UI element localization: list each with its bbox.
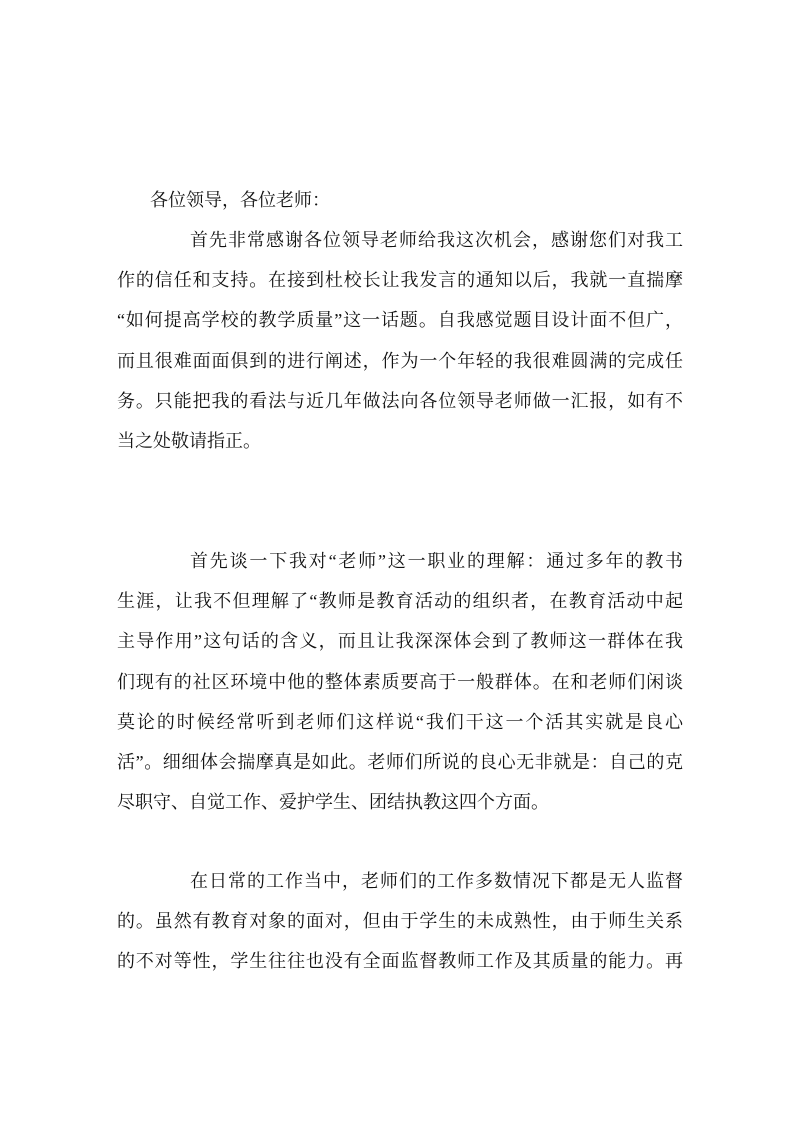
paragraph-line: 尽职守、自觉工作、爱护学生、团结执教这四个方面。	[117, 792, 549, 813]
paragraph-line: 莫论的时候经常听到老师们这样说“我们干这一个活其实就是良心	[117, 711, 683, 732]
paragraph-line: 首先非常感谢各位领导老师给我这次机会，感谢您们对我工	[190, 230, 683, 250]
paragraph-line: 的不对等性，学生往往也没有全面监督教师工作及其质量的能力。再	[117, 951, 683, 972]
paragraph-line: 首先谈一下我对“老师”这一职业的理解：通过多年的教书	[190, 551, 683, 571]
paragraph-line: 主导作用”这句话的含义，而且让我深深体会到了教师这一群体在我	[117, 631, 683, 652]
paragraph-line: 的。虽然有教育对象的面对，但由于学生的未成熟性，由于师生关系	[117, 911, 683, 932]
paragraph-line: 生涯，让我不但理解了“教师是教育活动的组织者，在教育活动中起	[117, 591, 683, 612]
paragraph-line: “如何提高学校的教学质量”这一话题。自我感觉题目设计面不但广，	[117, 310, 683, 331]
paragraph-line: 们现有的社区环境中他的整体素质要高于一般群体。在和老师们闲谈	[117, 671, 683, 692]
paragraph-line: 在日常的工作当中，老师们的工作多数情况下都是无人监督	[190, 871, 683, 891]
paragraph-line: 务。只能把我的看法与近几年做法向各位领导老师做一汇报，如有不	[117, 390, 683, 411]
paragraph-line: 而且很难面面俱到的进行阐述，作为一个年轻的我很难圆满的完成任	[117, 350, 683, 371]
paragraph-line: 活”。细细体会揣摩真是如此。老师们所说的良心无非就是：自己的克	[117, 752, 683, 772]
paragraph-line: 作的信任和支持。在接到杜校长让我发言的通知以后，我就一直揣摩	[117, 270, 683, 291]
greeting: 各位领导，各位老师：	[150, 190, 330, 210]
paragraph-line: 当之处敬请指正。	[117, 431, 261, 451]
